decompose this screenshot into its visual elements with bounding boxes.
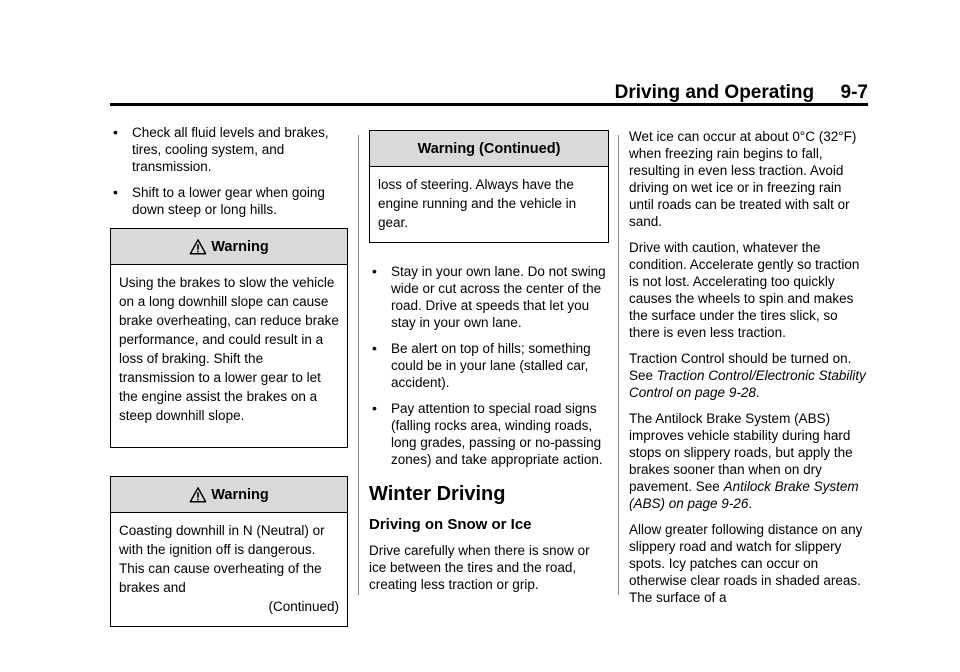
bullet-list <box>110 124 348 218</box>
warning-header <box>111 477 347 513</box>
warning-box <box>369 130 609 243</box>
bullet-list <box>369 263 609 468</box>
warning-title: Warning <box>211 486 269 503</box>
warning-triangle-icon <box>189 486 207 504</box>
body-paragraph: Wet ice can occur at about 0°C (32°F) when freezing rain begins to fall, resulting in even less traction. Avoid driving on wet ice or in freezing rain until roads can be treated with salt or sand. <box>629 129 857 229</box>
cross-reference: Antilock Brake System (ABS) on page 9‑26 <box>629 479 859 511</box>
body-paragraph: The Antilock Brake System (ABS) improves vehicle stability during hard stops on slippery roads, but apply the brakes sooner than when on dry pavement. See Antilock Brake System (ABS) on page 9‑26. <box>629 411 859 511</box>
page-title: Driving and Operating 9-7 <box>614 82 868 103</box>
warning-body <box>111 513 347 626</box>
column-middle <box>369 130 609 602</box>
warning-box <box>110 476 348 627</box>
body-paragraph: Traction Control should be turned on. See Traction Control/Electronic Stability Control on page 9‑28. <box>629 351 866 400</box>
body-paragraph: Allow greater following distance on any slippery road and watch for slippery spots. Icy patches can occur on otherwise clear roads in shaded areas. The surface of a <box>629 522 863 605</box>
bullet-icon: • <box>372 263 377 279</box>
section-heading: Winter Driving <box>369 483 506 505</box>
subsection-heading: Driving on Snow or Ice <box>369 516 532 533</box>
warning-header <box>370 131 608 167</box>
page-header <box>110 82 868 106</box>
warning-triangle-icon <box>189 238 207 256</box>
list-item: • Stay in your own lane. Do not swing wide or cut across the center of the road. Drive at speeds that let you stay in your own lane. <box>372 263 606 330</box>
column-divider <box>618 135 619 595</box>
bullet-icon: • <box>113 124 118 140</box>
warning-text: loss of steering. Always have the engine running and the vehicle in gear. <box>378 177 577 230</box>
column-right <box>629 128 869 615</box>
continued-label: (Continued) <box>268 599 339 614</box>
warning-text: Using the brakes to slow the vehicle on a long downhill slope can cause brake overheating, can reduce brake performance, and could result in a loss of braking. Shift the transmission to a lower gear to let the engine assist the brakes on a steep downhill slope. <box>119 275 339 423</box>
body-paragraph: Drive carefully when there is snow or ice between the tires and the road, creating less traction or grip. <box>369 543 590 592</box>
cross-reference: Traction Control/Electronic Stability Control on page 9‑28 <box>629 368 866 400</box>
warning-title: Warning <box>211 238 269 255</box>
bullet-icon: • <box>372 340 377 356</box>
list-item: • Shift to a lower gear when going down steep or long hills. <box>113 184 325 217</box>
column-divider <box>358 135 359 595</box>
list-item: • Be alert on top of hills; something could be in your lane (stalled car, accident). <box>372 340 591 390</box>
list-item: • Check all fluid levels and brakes, tires, cooling system, and transmission. <box>113 124 329 174</box>
body-paragraph: Drive with caution, whatever the condition. Accelerate gently so traction is not lost. Accelerating too quickly causes the wheels to spin and makes the surface under the tires slick, so there is even less traction. <box>629 240 860 340</box>
list-item: • Pay attention to special road signs (falling rocks area, winding roads, long grades, passing or no-passing zones) and take appropriate action. <box>372 400 603 467</box>
warning-header <box>111 229 347 265</box>
bullet-icon: • <box>113 184 118 200</box>
warning-text: Coasting downhill in N (Neutral) or with the ignition off is dangerous. This can cause overheating of the brakes and <box>119 523 325 595</box>
column-left <box>110 124 348 627</box>
warning-title: Warning (Continued) <box>417 140 561 157</box>
warning-box <box>110 228 348 448</box>
bullet-icon: • <box>372 400 377 416</box>
